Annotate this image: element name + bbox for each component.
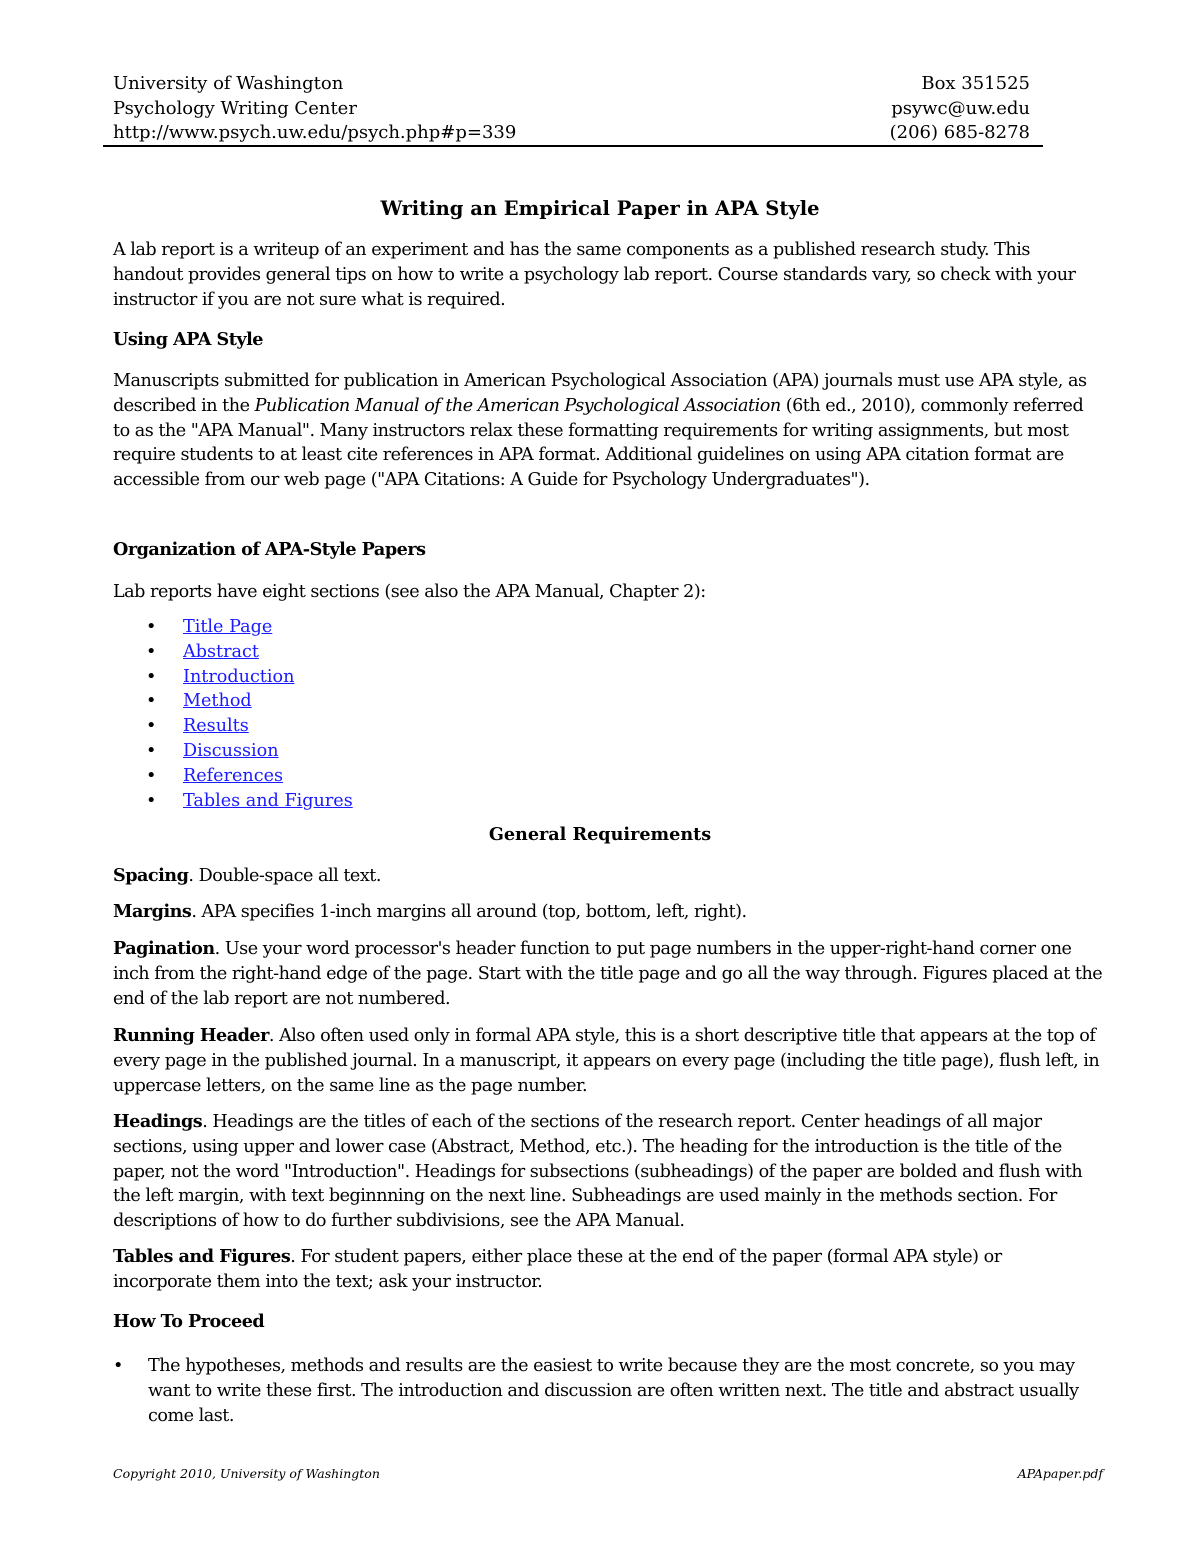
link-title-page[interactable]: Title Page	[183, 617, 273, 637]
link-references[interactable]: References	[183, 766, 284, 786]
general-requirements-heading: General Requirements	[488, 824, 712, 845]
requirement-spacing: Spacing. Double-space all text.	[113, 865, 381, 886]
requirement-tables-figures: Tables and Figures. For student papers, either place these at the end of the paper (formal APA style) or incorporate them into the text; ask your instructor.	[113, 1246, 1002, 1292]
link-abstract[interactable]: Abstract	[183, 642, 259, 662]
organization-lead: Lab reports have eight sections (see also the APA Manual, Chapter 2):	[113, 582, 706, 602]
box-number: Box 351525	[921, 73, 1030, 94]
bullet-icon: •	[146, 667, 157, 687]
contact-phone: (206) 685-8278	[889, 122, 1030, 143]
organization-heading: Organization of APA-Style Papers	[113, 539, 426, 560]
link-introduction[interactable]: Introduction	[183, 667, 295, 687]
how-to-proceed-heading: How To Proceed	[113, 1311, 265, 1332]
link-discussion[interactable]: Discussion	[183, 741, 279, 761]
center-url[interactable]: http://www.psych.uw.edu/psych.php#p=339	[113, 122, 517, 143]
bullet-icon: •	[113, 1356, 123, 1376]
bullet-icon: •	[146, 691, 157, 711]
list-item	[113, 1354, 1103, 1428]
contact-email[interactable]: psywc@uw.edu	[891, 97, 1030, 119]
bullet-icon: •	[146, 617, 157, 637]
footer-copyright: Copyright 2010, University of Washington	[113, 1466, 380, 1481]
bullet-icon: •	[146, 716, 157, 736]
bullet-icon: •	[146, 642, 157, 662]
footer-filename: APApaper.pdf	[1017, 1466, 1103, 1481]
requirement-headings: Headings. Headings are the titles of each of the sections of the research report. Center headings of all major sections, using upper and lower case (Abstract, Method, etc.). The heading for the introduction is the title of the paper, not the word "Introduction". Headings for subsections (subheadings) of the paper are bolded and flush with the left margin, with text beginnning on the next line. Subheadings are used mainly in the methods section. For descriptions of how to do further subdivisions, see the APA Manual.	[113, 1111, 1083, 1232]
bullet-icon: •	[146, 741, 157, 761]
requirement-pagination: Pagination. Use your word processor's header function to put page numbers in the upper-right-hand corner one inch from the right-hand edge of the page. Start with the title page and go all the way through. Figures placed at the end of the lab report are not numbered.	[113, 938, 1103, 1009]
using-apa-paragraph: Manuscripts submitted for publication in American Psychological Association (APA) journals must use APA style, as described in the Publication Manual of the American Psychological Association (6th ed., 2010), commonly referred to as the "APA Manual". Many instructors relax these formatting requirements for writing assignments, but most require students to at least cite references in APA format. Additional guidelines on using APA citation format are accessible from our web page ("APA Citations: A Guide for Psychology Undergraduates").	[113, 371, 1087, 491]
apa-manual-title: Publication Manual of the American Psychological Association	[254, 395, 781, 416]
letterhead	[113, 72, 1030, 146]
link-method[interactable]: Method	[183, 691, 252, 711]
bullet-icon: •	[146, 766, 157, 786]
intro-paragraph: A lab report is a writeup of an experiment and has the same components as a published research study. This handout provides general tips on how to write a psychology lab report. Course standards vary, so check with your instructor if you are not sure what is required.	[113, 240, 1076, 310]
link-results[interactable]: Results	[183, 716, 249, 736]
requirement-margins: Margins. APA specifies 1-inch margins all around (top, bottom, left, right).	[113, 901, 747, 922]
link-tables-and-figures[interactable]: Tables and Figures	[183, 791, 353, 811]
center-name: Psychology Writing Center	[113, 97, 357, 119]
requirement-running-header: Running Header. Also often used only in formal APA style, this is a short descriptive title that appears at the top of every page in the published journal. In a manuscript, it appears on every page (including the title page), flush left, in uppercase letters, on the same line as the page number.	[113, 1025, 1100, 1096]
document-title: Writing an Empirical Paper in APA Style	[380, 197, 820, 220]
university-name: University of Washington	[113, 73, 344, 94]
using-apa-heading: Using APA Style	[113, 329, 263, 350]
proceed-item-text: The hypotheses, methods and results are the easiest to write because they are the most concrete, so you may want to write these first. The introduction and discussion are often written next. The title and abstract usually come last.	[148, 1356, 1079, 1426]
bullet-icon: •	[146, 791, 157, 811]
header-divider	[103, 145, 1043, 147]
